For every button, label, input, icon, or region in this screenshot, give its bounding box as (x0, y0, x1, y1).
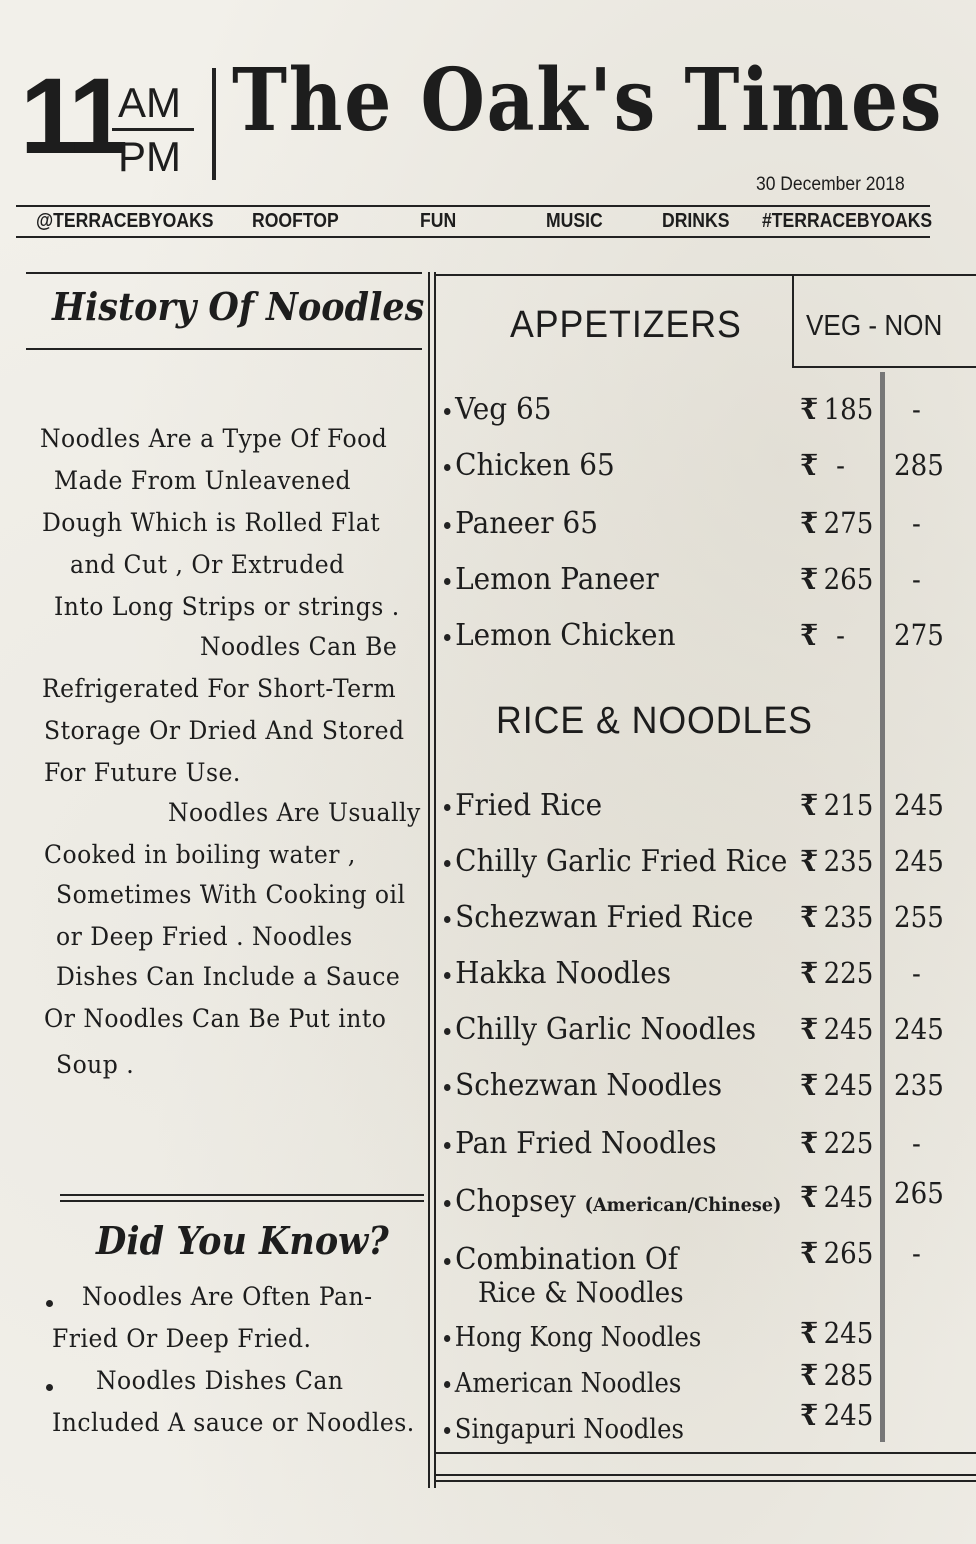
history-line: or Deep Fried . Noodles (56, 922, 353, 951)
veg-price-value: 265 (823, 562, 874, 596)
item-name: Singapuri Noodles (454, 1414, 684, 1445)
item-name-line2: Rice & Noodles (478, 1276, 684, 1309)
rupee-icon: ₹ (800, 1316, 819, 1350)
veg-price-value: - (836, 618, 845, 652)
history-line: Into Long Strips or strings . (54, 592, 400, 621)
rupee-icon: ₹ (800, 788, 819, 822)
item-name: Pan Fried Noodles (455, 1126, 717, 1161)
veg-non-label: VEG - NON (806, 310, 943, 342)
rupee-icon: ₹ (800, 1068, 819, 1102)
time-am: AM (118, 79, 181, 126)
history-title: History Of Noodles (52, 284, 425, 329)
menu-item (444, 392, 552, 427)
nav-music: MUSIC (546, 210, 603, 232)
rupee-icon: ₹ (800, 1180, 819, 1214)
menu-item (444, 1242, 678, 1277)
non-veg-price: 245 (894, 1012, 944, 1046)
menu-item (444, 1012, 756, 1047)
issue-date: 30 December 2018 (756, 174, 905, 195)
nav-rooftop: ROOFTOP (252, 210, 339, 232)
dyk-rule-1 (60, 1194, 424, 1196)
bullet-icon (444, 578, 451, 585)
history-rule-bottom (26, 348, 422, 350)
veg-price-value: 245 (823, 1398, 874, 1432)
bullet-icon (444, 464, 451, 471)
veg-price (800, 1012, 873, 1046)
bullet-icon (444, 1200, 451, 1207)
masthead-rule-bottom (16, 236, 930, 238)
rupee-icon: ₹ (800, 956, 819, 990)
veg-price (800, 956, 873, 990)
menu-rule-bottom-1 (436, 1452, 976, 1454)
item-name: Schezwan Fried Rice (455, 900, 754, 935)
appetizers-title: APPETIZERS (510, 304, 742, 346)
item-name: Chilly Garlic Noodles (455, 1012, 757, 1047)
rupee-icon: ₹ (800, 1236, 819, 1270)
menu-item (444, 1414, 684, 1445)
veg-price-value: 225 (823, 1126, 874, 1160)
rupee-icon: ₹ (800, 562, 819, 596)
rupee-icon: ₹ (800, 900, 819, 934)
non-veg-price: 245 (894, 788, 944, 822)
menu-item (444, 956, 671, 991)
veg-price-value: 245 (823, 1068, 874, 1102)
price-column-divider (880, 372, 885, 1442)
menu-rule-bottom-2 (436, 1474, 976, 1476)
dyk-line: Noodles Dishes Can (96, 1366, 344, 1395)
bullet-icon (444, 522, 451, 529)
veg-price-value: 245 (823, 1012, 874, 1046)
column-divider-2 (434, 272, 436, 1488)
non-veg-price: - (912, 1126, 921, 1160)
history-line: Dishes Can Include a Sauce (56, 962, 401, 991)
time-hour: 11 (20, 55, 123, 176)
column-divider-1 (428, 272, 430, 1488)
menu-item (444, 448, 615, 483)
masthead-title: The Oak's Times (232, 50, 944, 151)
bullet-icon (444, 1142, 451, 1149)
veg-price (800, 788, 873, 822)
veg-price (800, 506, 873, 540)
item-name: Hong Kong Noodles (454, 1322, 702, 1353)
non-veg-price: 275 (894, 618, 944, 652)
menu-item (444, 618, 676, 653)
non-veg-price: - (912, 506, 921, 540)
nav-handle: @TERRACEBYOAKS (36, 210, 214, 232)
history-line: Storage Or Dried And Stored (44, 716, 405, 745)
non-veg-price: 265 (894, 1176, 944, 1210)
veg-price (800, 1068, 873, 1102)
non-veg-price: 255 (894, 900, 944, 934)
non-veg-price: 235 (894, 1068, 944, 1102)
rupee-icon: ₹ (800, 1012, 819, 1046)
history-line: Sometimes With Cooking oil (56, 880, 406, 909)
history-line: Cooked in boiling water , (44, 840, 356, 869)
dyk-line: Included A sauce or Noodles. (52, 1408, 415, 1437)
veg-price (800, 562, 873, 596)
veg-price (800, 392, 873, 426)
history-rule-top (26, 272, 422, 274)
nav-fun: FUN (420, 210, 457, 232)
veg-price-value: 285 (823, 1358, 874, 1392)
nav-drinks: DRINKS (662, 210, 730, 232)
bullet-icon (444, 408, 451, 415)
history-line: For Future Use. (44, 758, 241, 787)
history-line: Dough Which is Rolled Flat (42, 508, 381, 537)
non-veg-price: 245 (894, 844, 944, 878)
veg-price (800, 618, 845, 652)
item-name: Veg 65 (455, 392, 552, 427)
menu-item (444, 562, 659, 597)
non-veg-price: - (912, 562, 921, 596)
history-line: Or Noodles Can Be Put into (44, 1004, 387, 1033)
veg-price-value: 225 (823, 956, 874, 990)
history-line: Noodles Are a Type Of Food (40, 424, 388, 453)
dyk-line: Fried Or Deep Fried. (52, 1324, 312, 1353)
item-name: Lemon Paneer (455, 562, 659, 597)
veg-price-value: 235 (823, 844, 874, 878)
history-line: Soup . (56, 1050, 135, 1079)
veg-price (800, 1358, 873, 1392)
veg-price (800, 844, 873, 878)
veg-price-value: 275 (823, 506, 874, 540)
veg-price-value: 215 (823, 788, 874, 822)
item-name: Combination Of (455, 1242, 679, 1277)
bullet-icon (444, 972, 451, 979)
masthead-separator (212, 68, 216, 180)
rupee-icon: ₹ (800, 844, 819, 878)
item-name: American Noodles (454, 1368, 682, 1399)
history-line: Made From Unleavened (54, 466, 351, 495)
non-veg-price: - (912, 392, 921, 426)
bullet-icon (444, 634, 451, 641)
masthead-rule-top (16, 205, 930, 207)
bullet-icon (46, 1384, 53, 1391)
menu-rule-bottom-3 (436, 1480, 976, 1482)
dyk-rule-2 (60, 1200, 424, 1202)
veg-price (800, 1316, 873, 1350)
veg-price (800, 900, 873, 934)
veg-price-value: 245 (823, 1316, 874, 1350)
bullet-icon (444, 804, 451, 811)
veg-price-value: 265 (823, 1236, 874, 1270)
history-line: Refrigerated For Short-Term (42, 674, 397, 703)
item-name: Chopsey (455, 1184, 576, 1219)
menu-item (444, 1368, 681, 1399)
non-veg-price: 285 (894, 448, 944, 482)
bullet-icon (444, 1084, 451, 1091)
veg-price (800, 1236, 873, 1270)
item-name: Hakka Noodles (455, 956, 672, 991)
nav-hashtag: #TERRACEBYOAKS (762, 210, 933, 232)
item-name: Chicken 65 (455, 448, 615, 483)
rupee-icon: ₹ (800, 506, 819, 540)
history-line: Noodles Are Usually (168, 798, 421, 827)
rupee-icon: ₹ (800, 448, 819, 482)
item-name: Schezwan Noodles (455, 1068, 723, 1103)
veg-price (800, 1398, 873, 1432)
menu-item (444, 1322, 701, 1353)
veg-price-value: 185 (823, 392, 874, 426)
bullet-icon (444, 1427, 450, 1434)
history-line: Noodles Can Be (200, 632, 398, 661)
item-name: Fried Rice (455, 788, 603, 823)
veg-price (800, 448, 845, 482)
menu-item (444, 1126, 717, 1161)
menu-item (444, 1184, 781, 1219)
veg-price-value: - (836, 448, 845, 482)
bullet-icon (444, 916, 451, 923)
dyk-line: Noodles Are Often Pan- (82, 1282, 373, 1311)
menu-item (444, 788, 602, 823)
rice-noodles-title: RICE & NOODLES (496, 700, 813, 742)
veg-price-value: 245 (823, 1180, 874, 1214)
bullet-icon (444, 1028, 451, 1035)
history-line: and Cut , Or Extruded (70, 550, 345, 579)
did-you-know-title: Did You Know? (96, 1218, 389, 1263)
non-veg-price: - (912, 1236, 921, 1270)
rupee-icon: ₹ (800, 392, 819, 426)
veg-price (800, 1126, 873, 1160)
veg-price-value: 235 (823, 900, 874, 934)
non-veg-price: - (912, 956, 921, 990)
bullet-icon (444, 1258, 451, 1265)
bullet-icon (46, 1300, 53, 1307)
bullet-icon (444, 860, 451, 867)
bullet-icon (444, 1335, 450, 1342)
menu-item (444, 900, 753, 935)
bullet-icon (444, 1381, 450, 1388)
menu-item (444, 506, 598, 541)
menu-item (444, 844, 787, 879)
item-name: Chilly Garlic Fried Rice (455, 844, 788, 879)
menu-item (444, 1068, 722, 1103)
time-pm: PM (118, 133, 181, 180)
rupee-icon: ₹ (800, 1126, 819, 1160)
veg-price (800, 1180, 873, 1214)
rupee-icon: ₹ (800, 1358, 819, 1392)
item-name: Lemon Chicken (455, 618, 676, 653)
rupee-icon: ₹ (800, 618, 819, 652)
item-note: (American/Chinese) (584, 1194, 782, 1216)
item-name: Paneer 65 (455, 506, 599, 541)
time-divider (112, 128, 194, 131)
rupee-icon: ₹ (800, 1398, 819, 1432)
